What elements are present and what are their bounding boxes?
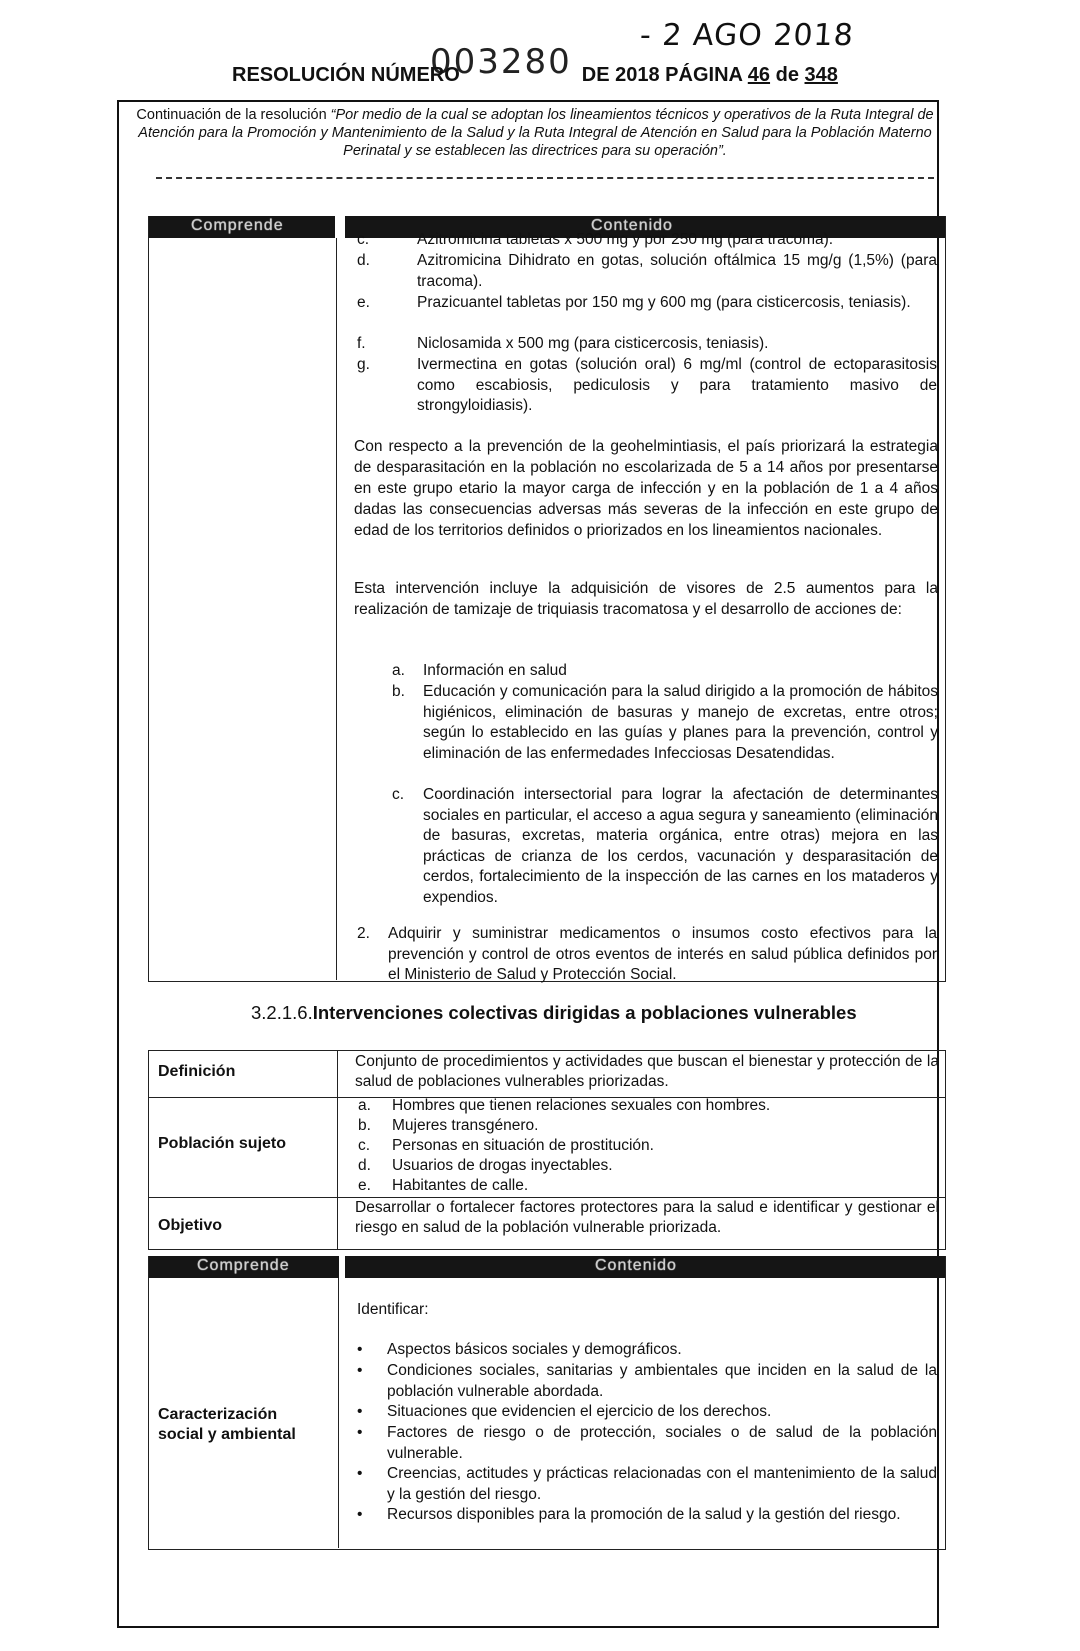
header-comprende: Comprende: [197, 1257, 290, 1274]
subsection-number: 3.2.1.6.: [251, 1002, 313, 1023]
subsection-heading: Intervenciones colectivas dirigidas a poblaciones vulnerables: [312, 1002, 857, 1023]
resolution-header: [232, 64, 838, 87]
list-item: e. Habitantes de calle.: [358, 1177, 529, 1194]
label-definicion: Definición: [158, 1063, 236, 1080]
label-caracterizacion: Caracterización social y ambiental: [158, 1406, 296, 1443]
list-item: b. Mujeres transgénero.: [358, 1117, 539, 1134]
column-divider: [337, 1051, 338, 1249]
header-total-pages: 348: [804, 64, 838, 86]
column-divider: [336, 238, 337, 980]
handwritten-resolution-number: 003280: [430, 42, 572, 82]
cell-objetivo: Desarrollar o fortalecer factores protectores para la salud e identificar y gestionar el riesgo en salud de la población vulnerable priorizada.: [355, 1199, 939, 1236]
header-page-number: 46: [747, 64, 771, 86]
list-item: • Condiciones sociales, sanitarias y ambientales que inciden en la salud de la población vulnerable abordada.: [357, 1362, 937, 1400]
label-objetivo: Objetivo: [158, 1217, 223, 1234]
cell-definicion: Conjunto de procedimientos y actividades que buscan el bienestar y protección de la salud de poblaciones vulnerables priorizadas.: [355, 1053, 939, 1090]
dashed-divider: [156, 177, 934, 179]
list-item: d. Usuarios de drogas inyectables.: [358, 1157, 613, 1174]
list-item: • Aspectos básicos sociales y demográficos.: [357, 1341, 682, 1358]
list-item: d. Azitromicina Dihidrato en gotas, solución oftálmica 15 mg/g (1,5%) (para tracoma).: [357, 252, 937, 290]
header-prefix: RESOLUCIÓN NÚMERO: [232, 64, 460, 86]
list-item: b. Educación y comunicación para la salud dirigido a la promoción de hábitos higiénicos, eliminación de basuras y manejo de excretas, entre otros; según lo establecido en las guías y planes para la prevención, control y eliminación de las enfermedades Infecciosas Desatendidas.: [392, 683, 938, 762]
header-contenido: Contenido: [595, 1257, 677, 1274]
handwritten-date-stamp: - 2 AGO 2018: [638, 18, 855, 53]
list-item: c. Azitromicina tabletas x 500 mg y por 250 mg (para tracoma).: [357, 231, 834, 248]
header-of: de: [775, 64, 799, 86]
header-contenido: Contenido: [591, 217, 673, 234]
list-item: • Factores de riesgo o de protección, sociales o de salud de la población vulnerable.: [357, 1424, 937, 1462]
list-item: c. Coordinación intersectorial para lograr la afectación de determinantes sociales en particular, el acceso a agua segura y saneamiento (eliminación de basuras, excretas, materia orgánica, entre otras) mejora en las prácticas de crianza de los cerdos, vacunación y desparasitación de cerdos, fortalecimiento de la inspección de las carnes en los mataderos y expendios.: [392, 786, 938, 906]
list-item: 2. Adquirir y suministrar medicamentos o insumos costo efectivos para la prevención y control de otros eventos de interés en salud pública definidos por el Ministerio de Salud y Protección Social.: [357, 925, 937, 983]
list-item: • Recursos disponibles para la promoción de la salud y la gestión del riesgo.: [357, 1506, 901, 1523]
cell-poblacion-sujeto: [358, 1096, 938, 1196]
continuation-quote: “Por medio de la cual se adoptan los lineamientos técnicos y operativos de la Ruta Integral de Atención para la Promoción y Mantenimiento de la Salud y la Ruta Integral de Atención en Salud para la Población Materno Perinatal y se establecen las directrices para su operación”.: [138, 107, 934, 159]
list-item: f. Niclosamida x 500 mg (para cisticercosis, teniasis).: [357, 335, 769, 352]
continuation-lead: Continuación de la resolución: [136, 107, 331, 123]
label-poblacion-sujeto: Población sujeto: [158, 1135, 287, 1152]
paragraph-intervencion: Esta intervención incluye la adquisición de visores de 2.5 aumentos para la realización de tamizaje de triquiasis tracomatosa y el desarrollo de acciones de:: [354, 580, 938, 618]
list-item: c. Personas en situación de prostitución.: [358, 1137, 654, 1154]
list-item: a. Información en salud: [392, 662, 567, 679]
intro-identificar: Identificar:: [357, 1301, 429, 1318]
paragraph-geohelmintiasis: Con respecto a la prevención de la geohelmintiasis, el país priorizará la estrategia de desparasitación en la población no escolarizada de 5 a 14 años por presentarse en este grupo etario la mayor carga de infección y en la población de 1 a 4 años dadas las consecuencias adversas más severas de la infección en este grupo de edad de los territorios definidos o priorizados en los lineamientos nacionales.: [354, 438, 938, 539]
list-item: g. Ivermectina en gotas (solución oral) 6 mg/ml (control de ectoparasitosis como escabiosis, pediculosis y para tratamiento masivo de strongyloidiasis).: [357, 356, 937, 414]
list-item: • Situaciones que evidencien el ejercicio de los derechos.: [357, 1403, 772, 1420]
list-item: a. Hombres que tienen relaciones sexuales con hombres.: [358, 1097, 771, 1114]
list-item: • Creencias, actitudes y prácticas relacionadas con el mantenimiento de la salud y la gestión del riesgo.: [357, 1465, 937, 1503]
continuation-text: [135, 106, 935, 160]
header-comprende: Comprende: [191, 217, 284, 234]
header-middle: DE 2018 PÁGINA: [581, 64, 743, 86]
subsection-title: [251, 1002, 857, 1024]
column-divider: [338, 1278, 339, 1548]
list-item: e. Prazicuantel tabletas por 150 mg y 600 mg (para cisticercosis, teniasis).: [357, 294, 911, 311]
